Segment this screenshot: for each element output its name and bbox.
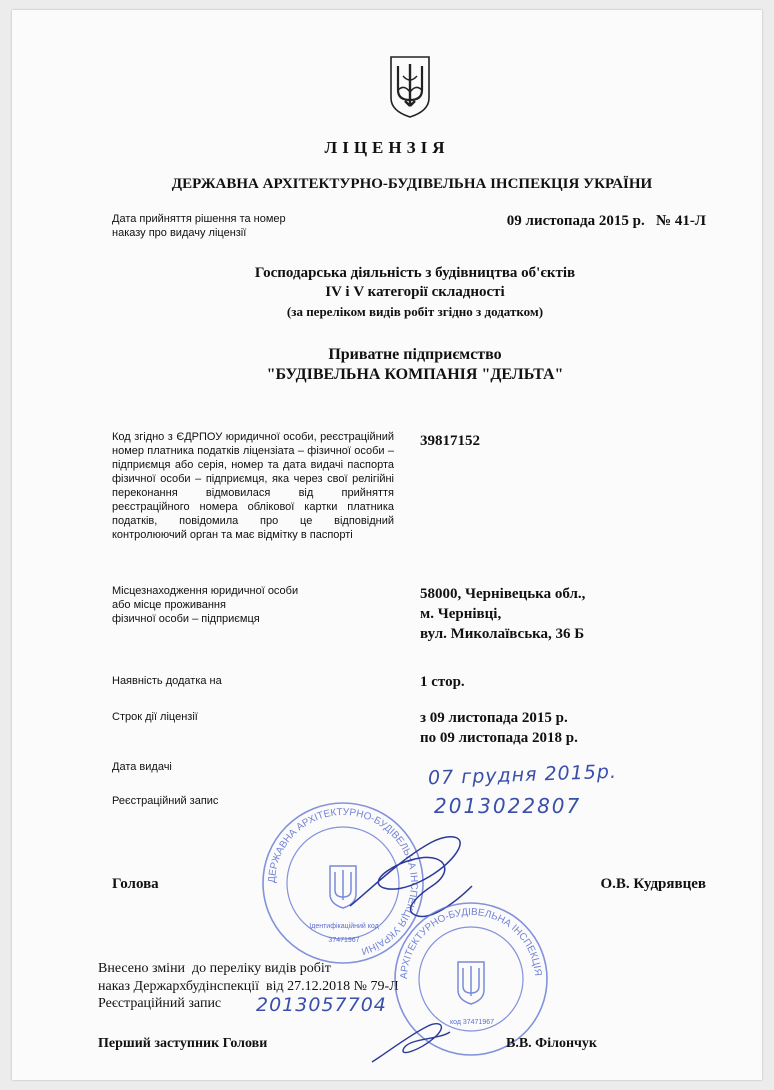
issue-date-label: Дата видачі	[112, 761, 172, 773]
signer2-position: Перший заступник Голови	[98, 1036, 268, 1051]
appendix-value: 1 стор.	[420, 674, 465, 690]
changes-record-handwritten: 2013057704	[256, 994, 387, 1016]
activity-type: Господарська діяльність з будівництва об'єктів IV і V категорії складності	[254, 265, 576, 300]
changes-record-label: Реєстраційний запис	[98, 996, 222, 1011]
validity-label: Строк дії ліцензії	[112, 711, 198, 723]
changes-note: Внесено зміни до переліку видів робіт наказ Держархбудінспекції від 27.12.2018 № 79-Л	[98, 961, 399, 994]
license-document	[12, 10, 762, 1080]
validity-value: з 09 листопада 2015 р. по 09 листопада 2018 р.	[420, 710, 578, 746]
appendix-label: Наявність додатка на	[112, 675, 222, 687]
company-name: Приватне підприємство "БУДІВЕЛЬНА КОМПАНІЯ "ДЕЛЬТА"	[266, 346, 564, 383]
trident-coat-of-arms-icon	[388, 54, 432, 120]
issuing-authority: ДЕРЖАВНА АРХІТЕКТУРНО-БУДІВЕЛЬНА ІНСПЕКЦІЯ УКРАЇНИ	[171, 176, 653, 192]
code-value: 39817152	[420, 433, 480, 449]
code-label: Код згідно з ЄДРПОУ юридичної особи, реєстраційний номер платника податків ліцензіата – фізичної особи – підприємця або серія, номер та дата видачі паспорта фізичної особи – підприємця, яка через свої релігійні переконання відмовилася від прийняття реєстраційного номера облікової картки платника податків, повідомила про це відповідний контролюючий орган та має відмітку в паспорті	[112, 431, 394, 541]
decision-label: Дата прийняття рішення та номер наказу про видачу ліцензії	[112, 213, 286, 239]
signer1-position: Голова	[112, 876, 159, 892]
location-value: 58000, Чернівецька обл., м. Чернівці, вул. Миколаївська, 36 Б	[420, 586, 586, 642]
issue-date-handwritten: 07 грудня 2015р.	[427, 760, 618, 790]
stamp2-code: код 37471967	[449, 1019, 495, 1026]
location-label: Місцезнаходження юридичної особи або місце проживання фізичної особи – підприємця	[112, 585, 299, 625]
signer2-name: В.В. Філончук	[506, 1036, 597, 1051]
stamp-code: Ідентифікаційний код 37471967	[309, 923, 379, 944]
svg-text:ДЕРЖАВНА АРХІТЕКТУРНО-БУДІВЕЛЬ: ДЕРЖАВНА АРХІТЕКТУРНО-БУДІВЕЛЬНА ІНСПЕКЦІЯ УКРАЇНИ	[266, 806, 420, 957]
signature-deputy	[368, 1018, 458, 1068]
registration-handwritten: 2013022807	[434, 794, 582, 818]
svg-text:АРХІТЕКТУРНО-БУДІВЕЛЬНА ІНСПЕК: АРХІТЕКТУРНО-БУДІВЕЛЬНА ІНСПЕКЦІЯ	[398, 906, 543, 980]
registration-label: Реєстраційний запис	[112, 795, 219, 807]
document-title: ЛІЦЕНЗІЯ	[324, 138, 450, 157]
signer1-name: О.В. Кудрявцев	[600, 876, 706, 892]
decision-value: 09 листопада 2015 р. № 41-Л	[506, 213, 706, 229]
activity-note: (за переліком видів робіт згідно з додатком)	[286, 304, 544, 319]
